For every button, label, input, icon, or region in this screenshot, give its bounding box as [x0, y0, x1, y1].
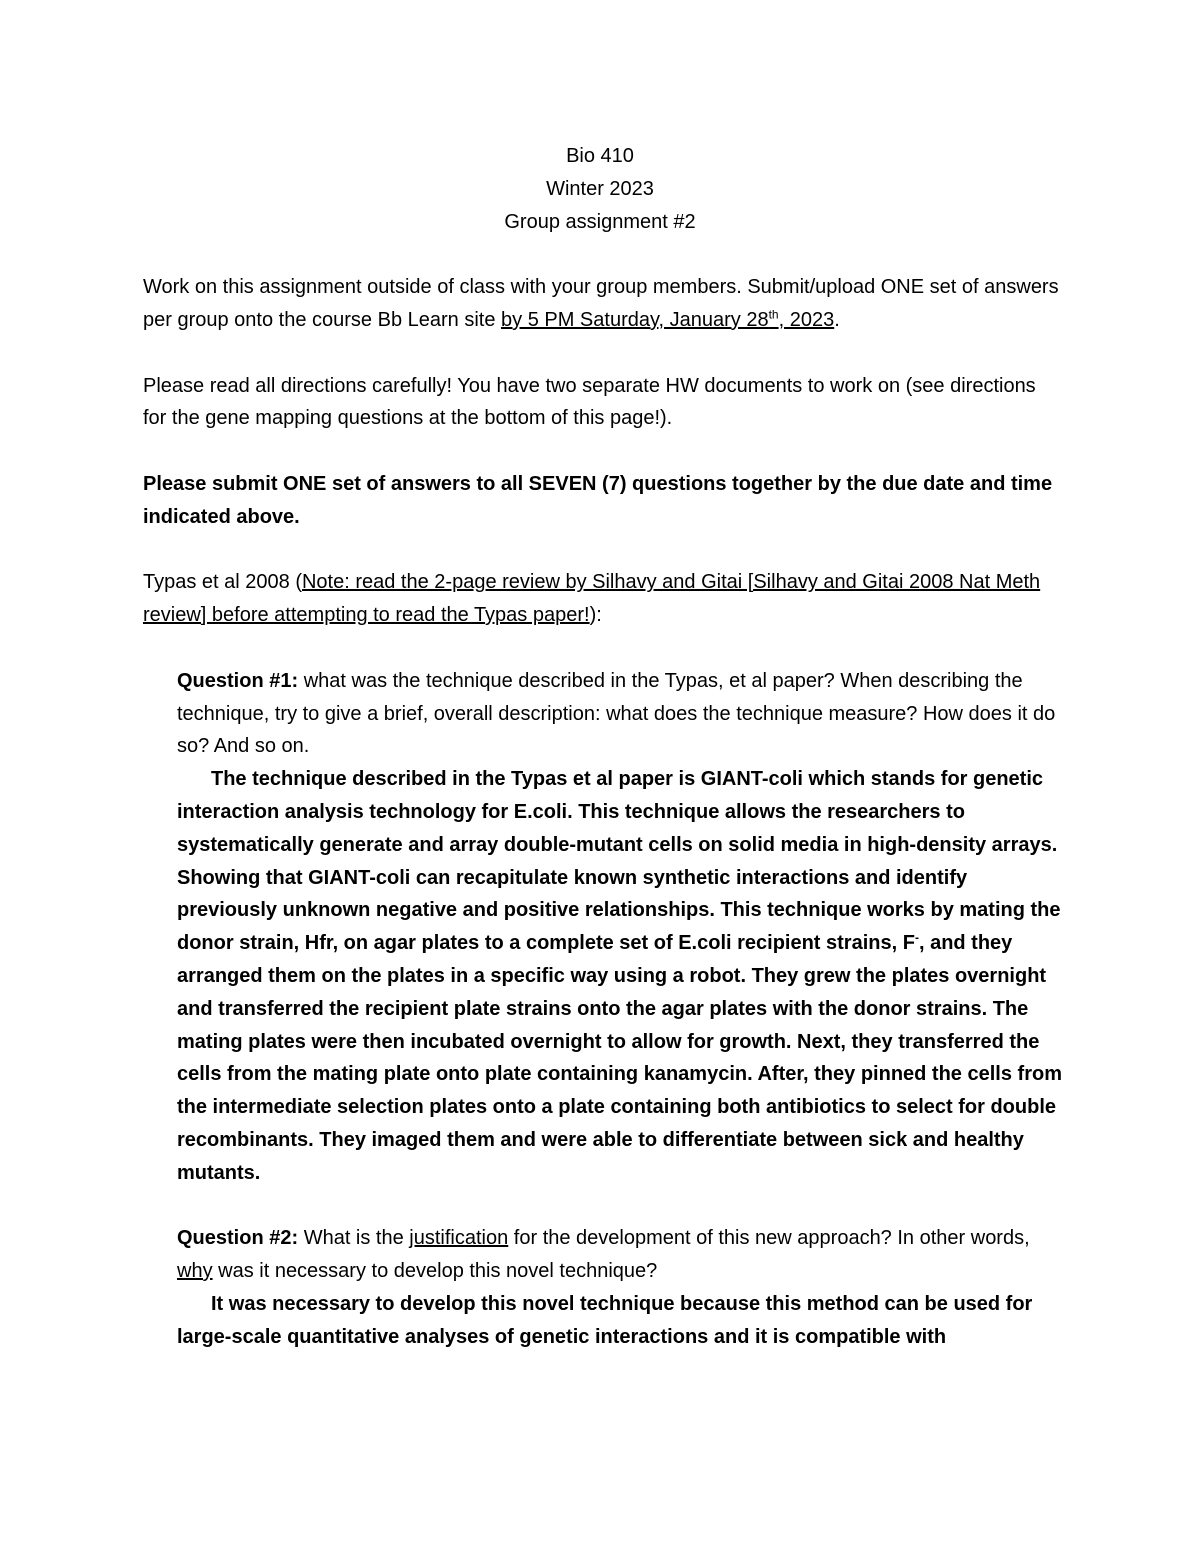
- question-1-answer-part1: The technique described in the Typas et al paper is GIANT-coli which stands for genetic interaction analysis technology for E.coli. This technique allows the researchers to systematically generate and array double-mutant cells on solid media in high-density arrays. Showing that GIANT-coli can recapitulate known synthetic interactions and identify previously unknown negative and positive relationships. This technique works by mating the donor strain, Hfr, on agar plates to a complete set of E.coli recipient strains, F: [177, 768, 1061, 955]
- intro-period: .: [834, 308, 840, 331]
- reading-note: Note: read the 2-page review by Silhavy and Gitai [Silhavy and Gitai 2008 Nat Meth review] before attempting to read the Typas paper!: [143, 571, 1041, 627]
- question-1-text: what was the technique described in the Typas, et al paper? When describing the technique, try to give a brief, overall description: what does the technique measure? How does it do so? And so on.: [177, 669, 1056, 758]
- question-2-block: [177, 1222, 1063, 1353]
- question-1-block: [177, 665, 1063, 1190]
- reading-paragraph: [143, 566, 1063, 632]
- directions-paragraph: Please read all directions carefully! You have two separate HW documents to work on (see directions for the gene mapping questions at the bottom of this page!).: [143, 374, 1036, 430]
- question-1-answer-part2: , and they arranged them on the plates in a specific way using a robot. They grew the plates overnight and transferred the recipient plate strains onto the agar plates with the donor strains. The mating plates were then incubated overnight to allow for growth. Next, they transferred the cells from the mating plate onto plate containing kanamycin. After, they pinned the cells from the intermediate selection plates onto a plate containing both antibiotics to select for double recombinants. They imaged them and were able to differentiate between sick and healthy mutants.: [177, 932, 1062, 1184]
- intro-paragraph: [143, 271, 1063, 337]
- question-1-answer: [177, 763, 1063, 1189]
- question-2-answer: It was necessary to develop this novel technique because this method can be used for large-scale quantitative analyses of genetic interactions and it is compatible with: [177, 1292, 1033, 1348]
- document-content: [143, 140, 1063, 1353]
- course-title: Bio 410: [566, 145, 634, 167]
- question-2-text-b: for the development of this new approach? In other words,: [508, 1227, 1030, 1250]
- deadline-text: [501, 309, 834, 331]
- submit-note-paragraph: Please submit ONE set of answers to all SEVEN (7) questions together by the due date and time indicated above.: [143, 472, 1053, 528]
- reading-prefix: Typas et al 2008 (: [143, 571, 302, 594]
- question-1-answer-superscript: -: [914, 930, 919, 945]
- why-word: why: [177, 1260, 213, 1283]
- term-title: Winter 2023: [546, 177, 654, 200]
- question-2-text-a: What is the: [298, 1227, 410, 1250]
- question-2-prompt: [177, 1222, 1063, 1288]
- justification-word: justification: [409, 1227, 509, 1250]
- reading-suffix: ):: [589, 604, 602, 627]
- document-header: [143, 140, 1057, 238]
- deadline-year: , 2023: [778, 308, 835, 331]
- deadline-superscript: th: [768, 307, 779, 322]
- question-2-text-c: was it necessary to develop this novel technique?: [212, 1260, 658, 1283]
- question-2-label: Question #2:: [177, 1227, 299, 1250]
- question-1-label: Question #1:: [177, 669, 299, 692]
- question-1-prompt: [177, 665, 1063, 763]
- deadline-date: by 5 PM Saturday, January 28: [501, 308, 769, 331]
- intro-text: Work on this assignment outside of class with your group members. Submit/upload ONE set of answers per group onto the course Bb Learn site: [143, 276, 1059, 331]
- assignment-title: Group assignment #2: [504, 210, 696, 233]
